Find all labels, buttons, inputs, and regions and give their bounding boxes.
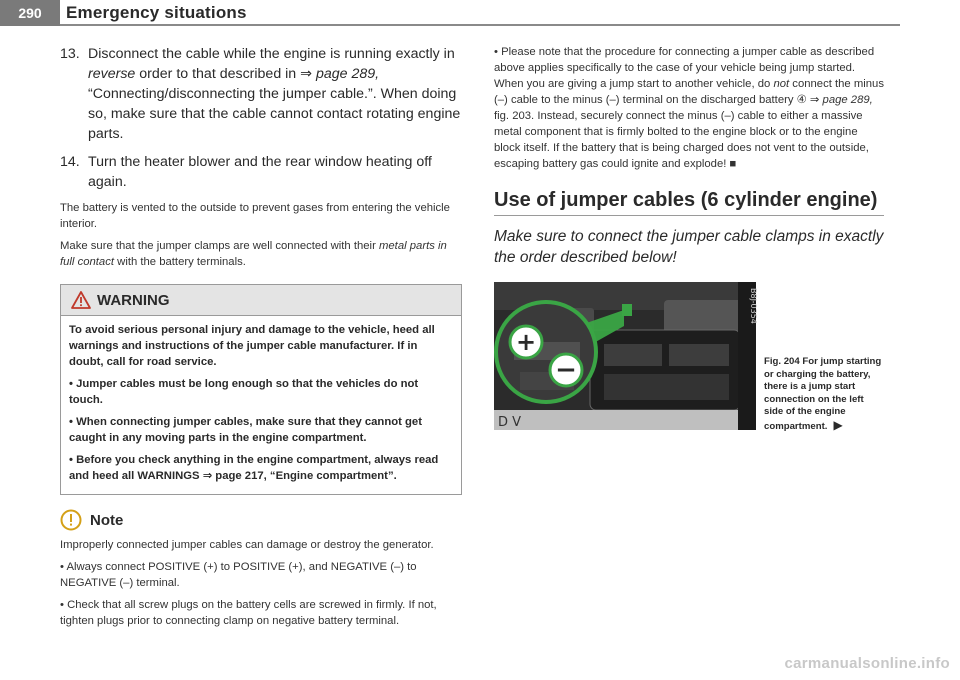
warning-body: [61, 316, 461, 494]
bullet-text: fig. 203. Instead, securely connect the minus (–) cable to either a massive metal component that is firmly bolted to the engine block or to the engine block itself. If the battery that is being charged does not vent to the outside, escaping battery gas could ignite and explode! ■: [494, 110, 869, 170]
warning-item: To avoid serious personal injury and damage to the vehicle, heed all warnings and instructions of the jumper cable manufacturer. If in doubt, call for road service.: [69, 324, 435, 368]
step-emphasis: reverse: [88, 66, 136, 82]
section-intro: Make sure to connect the jumper cable clamps in exactly the order described below!: [494, 228, 884, 266]
step-text: order to that described in: [135, 66, 301, 82]
page-number: 290: [0, 0, 60, 26]
continue-arrow-icon: ▶: [833, 417, 843, 432]
plus-terminal-label: +: [515, 328, 537, 356]
left-column: [60, 44, 462, 635]
paragraph-emphasis: metal parts in full contact: [60, 240, 447, 268]
note-bullet: • Always connect POSITIVE (+) to POSITIVE (+), and NEGATIVE (–) to NEGATIVE (–) terminal.: [60, 561, 417, 589]
exclamation-circle-icon: [60, 509, 82, 531]
note-text: Improperly connected jumper cables can damage or destroy the generator.: [60, 539, 434, 551]
figure-row: [494, 282, 884, 433]
step-number: 14.: [60, 154, 80, 170]
minus-terminal-label: −: [555, 355, 577, 385]
page-header: [0, 0, 960, 26]
step-text: Disconnect the cable while the engine is running exactly in: [88, 46, 455, 62]
page-reference-link[interactable]: ⇒ page 289,: [300, 66, 380, 82]
figure-code: B8J-0354: [749, 288, 758, 324]
right-column: [494, 44, 884, 433]
step-13: [60, 44, 462, 144]
heading-rule: [494, 215, 884, 216]
warning-item: • Jumper cables must be long enough so that the vehicles do not touch.: [69, 378, 419, 406]
vent-paragraph: The battery is vented to the outside to prevent gases from entering the vehicle interior.: [60, 202, 450, 230]
note-label: Note: [90, 511, 124, 529]
step-14: [60, 152, 462, 192]
svg-text:D V: D V: [498, 415, 522, 430]
caption-text: Fig. 204 For jump starting or charging the battery, there is a jump start connection on the left side of the engine compartment.: [764, 356, 882, 432]
bullet-text: • Please note that the procedure for connecting a jumper cable as described above applies specifically to the case of your vehicle being jump started. When you are giving a jump start to another vehicle, do: [494, 46, 875, 90]
jump-start-bullet: [494, 44, 884, 172]
warning-triangle-icon: [71, 291, 91, 309]
section-title: Emergency situations: [66, 3, 247, 22]
engine-compartment-figure: [494, 282, 756, 430]
clamps-paragraph: [60, 238, 462, 270]
section-heading: Use of jumper cables (6 cylinder engine): [494, 189, 878, 211]
warning-item: • When connecting jumper cables, make sure that they cannot get caught in any moving parts in the engine compartment.: [69, 416, 422, 444]
note-header: [60, 509, 462, 531]
step-text: “Connecting/disconnecting the jumper cable.”. When doing so, make sure that the cable cannot contact rotating engine parts.: [88, 86, 461, 142]
step-number: 13.: [60, 46, 80, 62]
header-rule: [60, 24, 900, 26]
bullet-emphasis: not: [773, 78, 790, 90]
step-text: Turn the heater blower and the rear window heating off again.: [88, 154, 432, 190]
warning-item: • Before you check anything in the engine compartment, always read and heed all WARNINGS ⇒ page 217, “Engine compartment”.: [69, 454, 439, 482]
figure-caption: [764, 282, 884, 433]
page-reference-link[interactable]: page 289,: [822, 94, 873, 106]
bullet-text: connect the minus (–) cable to the minus (–) terminal on the discharged battery ④ ⇒: [494, 78, 884, 106]
warning-box: [60, 284, 462, 495]
note-bullet: • Check that all screw plugs on the battery cells are screwed in firmly. If not, tighten plugs prior to connecting clamp on negative battery terminal.: [60, 599, 437, 627]
paragraph-text: Make sure that the jumper clamps are well connected with their: [60, 240, 379, 252]
engine-compartment-illustration: [494, 282, 756, 430]
paragraph-text: with the battery terminals.: [114, 256, 246, 268]
warning-header: [61, 285, 461, 316]
watermark: carmanualsonline.info: [784, 655, 950, 672]
warning-label: WARNING: [97, 291, 170, 309]
